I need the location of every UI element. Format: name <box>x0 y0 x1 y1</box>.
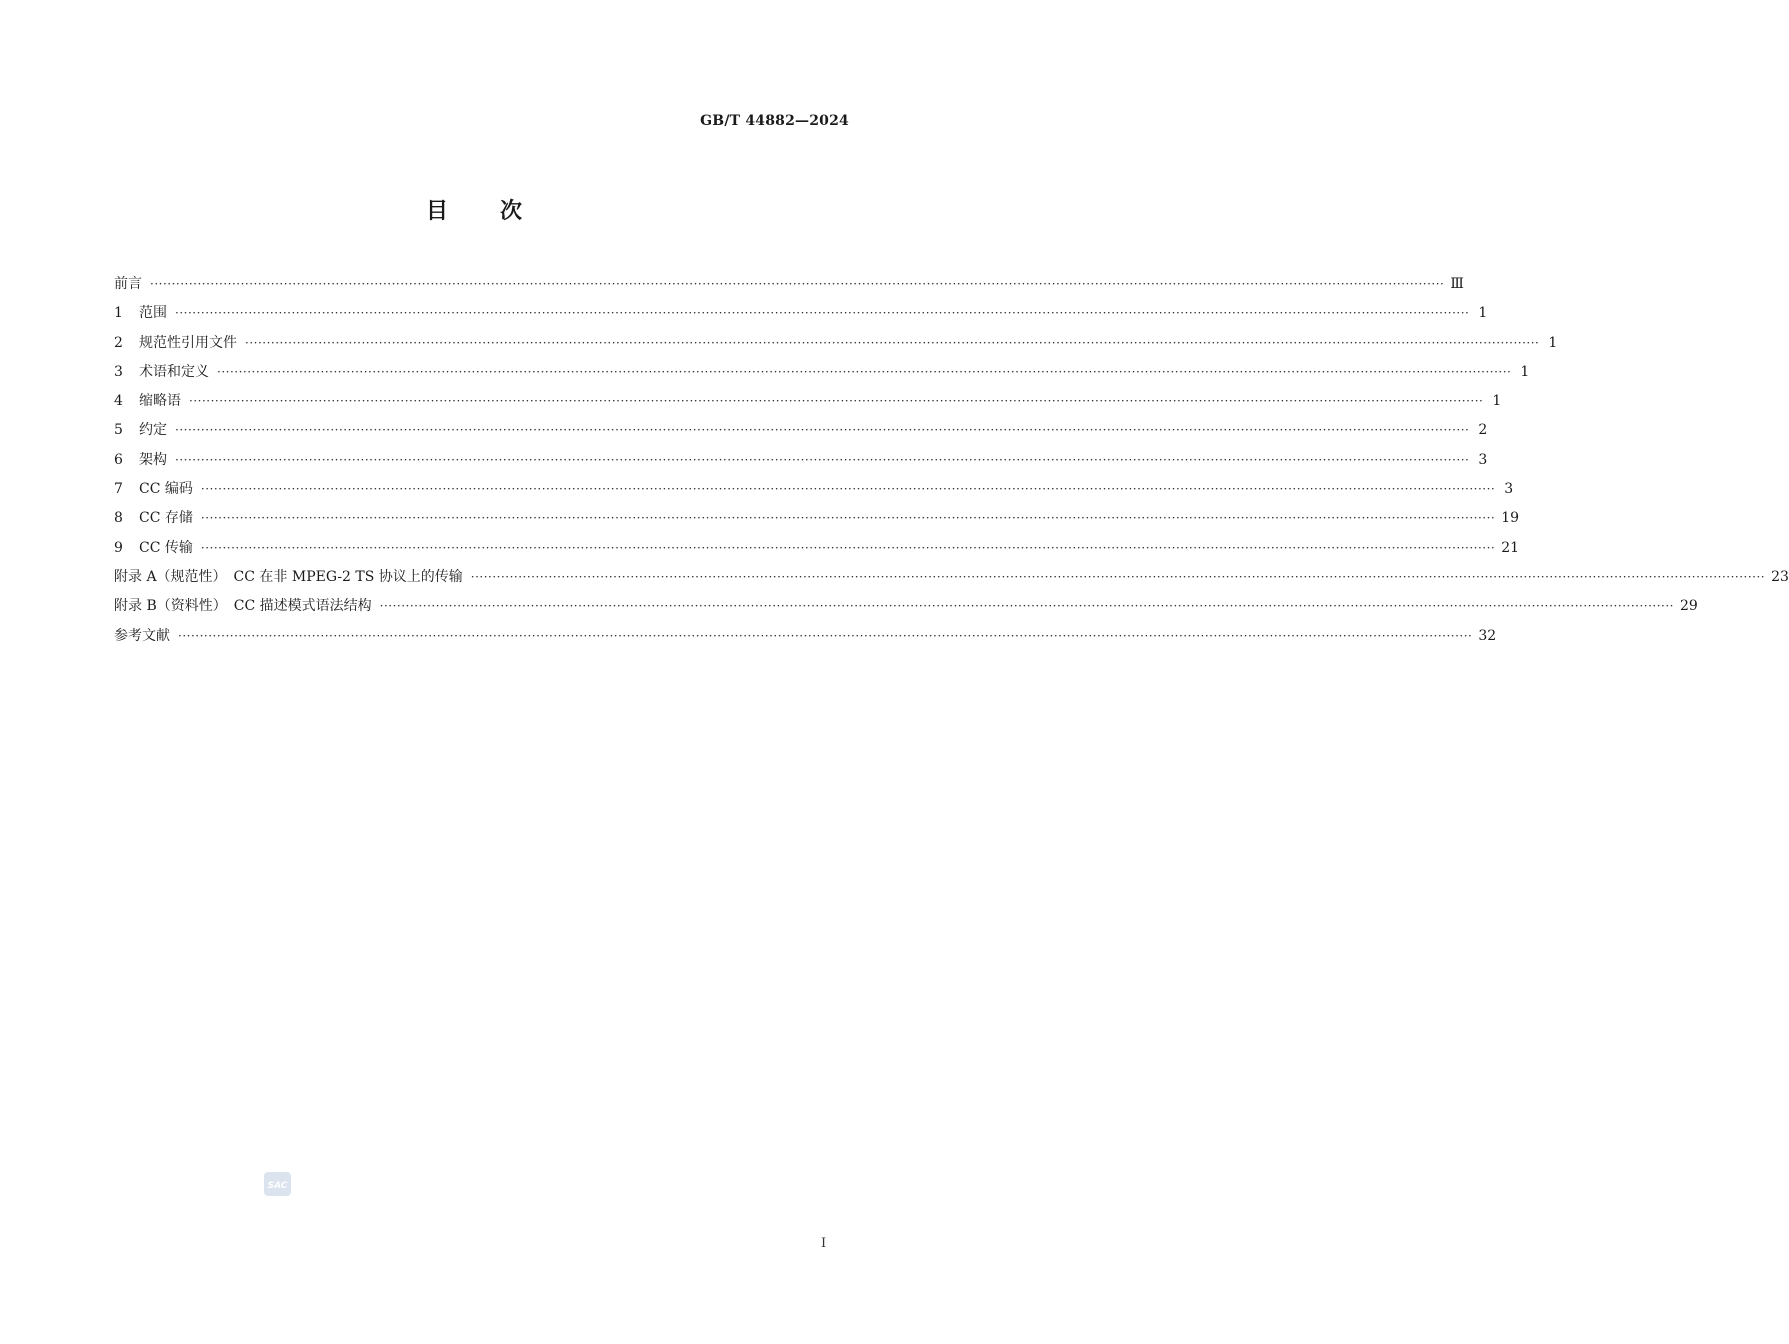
toc-entry-number: 1 <box>114 305 123 322</box>
toc-entry-page: 1 <box>1478 305 1488 322</box>
dot-leader: ············································································································································································································································································································ <box>379 599 1674 614</box>
toc-entry-architecture[interactable] <box>114 450 1488 479</box>
dot-leader: ············································································································································································································································································································ <box>200 540 1496 555</box>
toc-entry-label: 约定 <box>139 422 167 439</box>
page-title <box>0 194 950 225</box>
toc-entry-page: 1 <box>1548 334 1558 351</box>
dot-leader: ············································································································································································································································································································ <box>200 511 1496 526</box>
toc-entry-page: 19 <box>1501 510 1520 527</box>
dot-leader: ············································································································································································································································································································ <box>150 277 1445 291</box>
toc-entry-annex-a[interactable] <box>114 567 1789 596</box>
toc-entry-page: 29 <box>1679 598 1698 615</box>
dot-leader: ············································································································································································································································································································ <box>217 364 1512 379</box>
toc-entry-number: 2 <box>114 334 123 351</box>
toc-entry-label: 前言 <box>114 276 142 292</box>
toc-entry-number: 5 <box>114 422 123 439</box>
dot-leader: ············································································································································································································································································································ <box>200 482 1496 497</box>
toc-entry-number: 6 <box>114 451 123 468</box>
toc-entry-label: 附录 A（规范性） CC 在非 MPEG-2 TS 协议上的传输 <box>114 568 463 585</box>
toc-entry-label: 参考文献 <box>114 627 170 644</box>
toc-entry-page: 2 <box>1478 422 1488 439</box>
dot-leader: ············································································································································································································································································································ <box>189 394 1484 409</box>
title-part-2: 次 <box>500 199 525 224</box>
toc-entry-abbreviations[interactable] <box>114 391 1502 420</box>
toc-entry-label: 缩略语 <box>139 393 181 410</box>
toc-entry-cc-storage[interactable] <box>114 508 1520 537</box>
toc-entry-page: 3 <box>1504 481 1514 498</box>
title-part-1: 目 <box>425 199 450 224</box>
toc-entry-number: 8 <box>114 510 123 527</box>
toc-entry-page: 1 <box>1520 363 1530 380</box>
toc-entry-page: 21 <box>1501 539 1520 556</box>
toc-entry-page: Ⅲ <box>1450 276 1464 292</box>
dot-leader: ············································································································································································································································································································ <box>245 335 1540 350</box>
toc-entry-label: 范围 <box>139 305 167 322</box>
toc-entry-label: 术语和定义 <box>139 363 209 380</box>
toc-entry-label: 规范性引用文件 <box>139 334 237 351</box>
toc-entry-number: 3 <box>114 363 123 380</box>
toc-entry-label: CC 传输 <box>139 539 193 556</box>
toc-entry-label: CC 存储 <box>139 510 193 527</box>
toc-entry-number: 7 <box>114 481 123 498</box>
logo-text: SAC <box>267 1181 288 1191</box>
toc-entry-annex-b[interactable] <box>114 596 1698 625</box>
toc-entry-label: CC 编码 <box>139 481 193 498</box>
toc-entry-foreword[interactable] <box>114 274 1464 303</box>
toc-entry-bibliography[interactable] <box>114 626 1497 655</box>
toc-entry-page: 1 <box>1492 393 1502 410</box>
toc-entry-label: 附录 B（资料性） CC 描述模式语法结构 <box>114 598 372 615</box>
toc-entry-scope[interactable] <box>114 303 1488 332</box>
toc-entry-cc-transmission[interactable] <box>114 538 1520 567</box>
table-of-contents <box>114 274 1789 655</box>
page-number: I <box>821 1236 827 1251</box>
toc-entry-normative-references[interactable] <box>114 333 1558 362</box>
dot-leader: ············································································································································································································································································································ <box>175 306 1470 321</box>
sac-logo-icon <box>264 1172 291 1196</box>
toc-entry-terms-definitions[interactable] <box>114 362 1530 391</box>
toc-entry-conventions[interactable] <box>114 420 1488 449</box>
dot-leader: ············································································································································································································································································································ <box>175 423 1470 438</box>
standard-number: GB/T 44882—2024 <box>700 113 849 129</box>
toc-entry-cc-encoding[interactable] <box>114 479 1514 508</box>
toc-entry-page: 3 <box>1478 451 1488 468</box>
dot-leader: ············································································································································································································································································································ <box>178 628 1473 643</box>
toc-entry-number: 9 <box>114 539 123 556</box>
toc-entry-label: 架构 <box>139 451 167 468</box>
toc-entry-page: 32 <box>1478 627 1497 644</box>
dot-leader: ············································································································································································································································································································ <box>175 452 1470 467</box>
dot-leader: ············································································································································································································································································································ <box>470 569 1766 584</box>
toc-entry-page: 23 <box>1771 568 1789 585</box>
toc-entry-number: 4 <box>114 393 123 410</box>
